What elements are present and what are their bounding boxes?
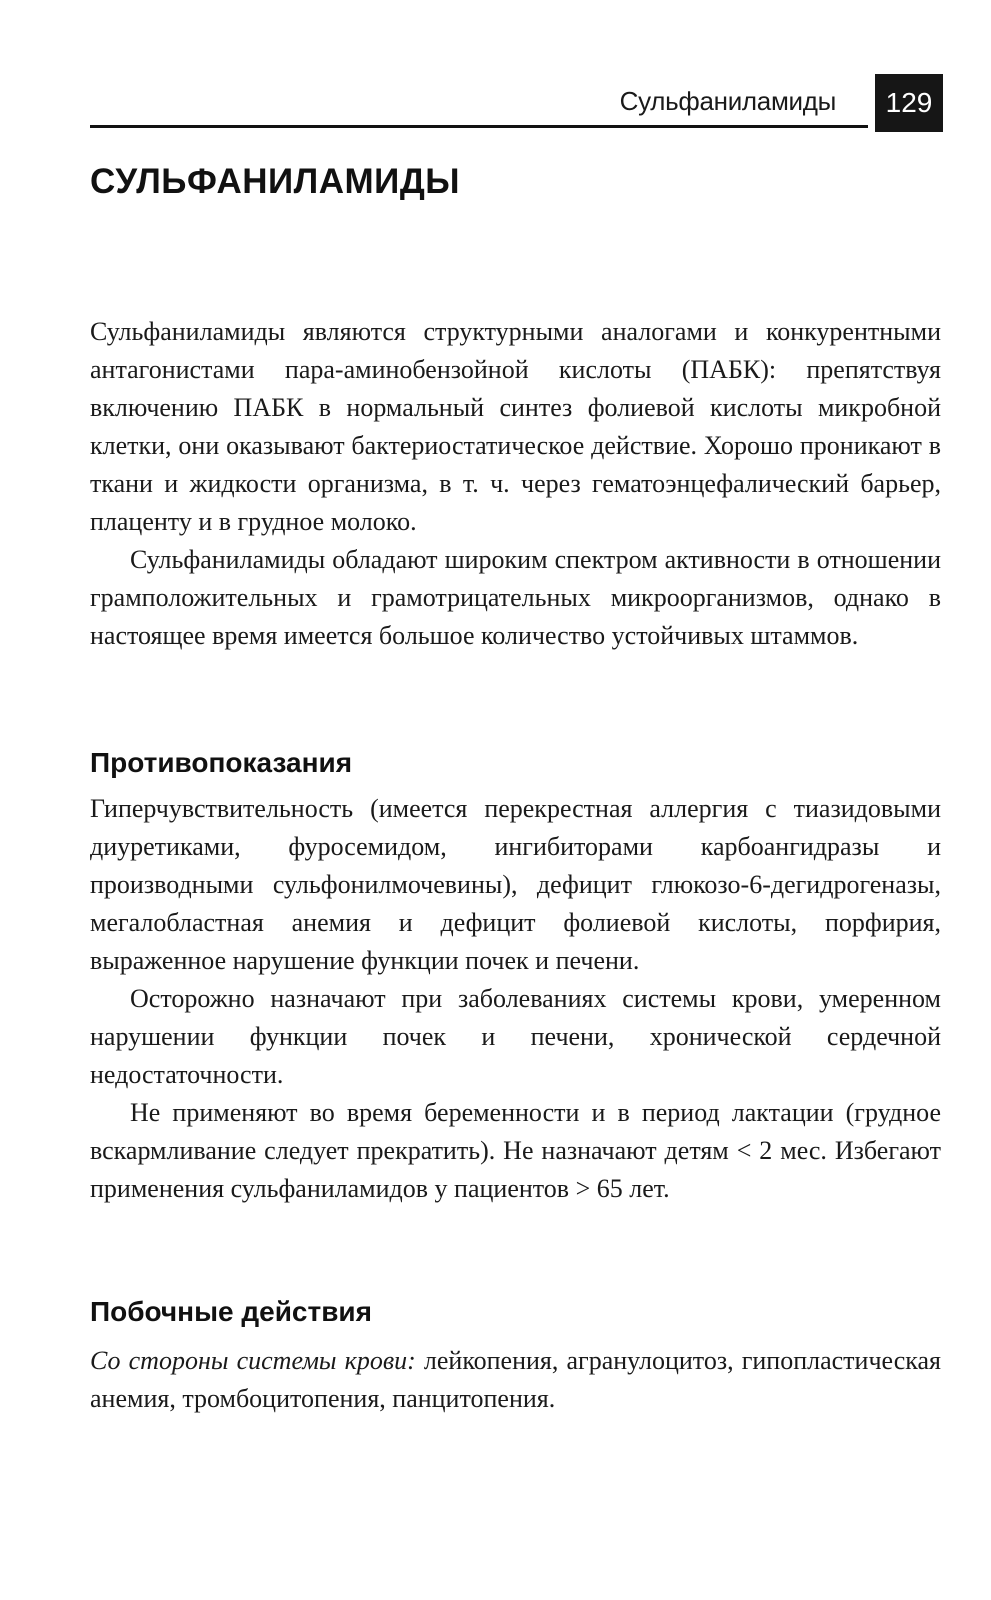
intro-paragraph-2: Сульфаниламиды обладают широким спектром активности в отношении грамположительных и грамотрицательных микроорганизмов, однако в настоящее время имеется большое количество устойчивых штаммов. bbox=[90, 545, 941, 650]
running-header bbox=[90, 74, 868, 128]
page-number: 129 bbox=[875, 74, 943, 132]
side-effects-paragraph bbox=[90, 1342, 941, 1418]
intro-section bbox=[90, 313, 941, 655]
contraindications-paragraph-3: Не применяют во время беременности и в период лактации (грудное вскармливание следует прекратить). Не назначают детям < 2 мес. Избегают применения сульфаниламидов у пациентов > 65 лет. bbox=[90, 1098, 941, 1203]
intro-paragraph-1: Сульфаниламиды являются структурными аналогами и конкурентными антагонистами пара-аминобензойной кислоты (ПАБК): препятствуя включению ПАБК в нормальный синтез фолиевой кислоты микробной клетки, они оказывают бактериостатическое действие. Хорошо проникают в ткани и жидкости организма, в т. ч. через гематоэнцефалический барьер, плаценту и в грудное молоко. bbox=[90, 317, 941, 536]
contraindications-body bbox=[90, 790, 941, 1208]
side-effects-section bbox=[90, 1296, 941, 1328]
side-effects-text: лейкопения, агранулоцитоз, гипопластическая анемия, тромбоцитопения, панцитопения. bbox=[90, 1346, 941, 1413]
contraindications-section bbox=[90, 747, 941, 779]
contraindications-paragraph-2: Осторожно назначают при заболеваниях системы крови, умеренном нарушении функции почек и печени, хронической сердечной недостаточности. bbox=[90, 984, 941, 1089]
side-effects-body bbox=[90, 1342, 941, 1418]
running-title: Сульфаниламиды bbox=[619, 86, 836, 116]
side-effects-lead: Со стороны системы крови: bbox=[90, 1346, 416, 1375]
contraindications-heading: Противопоказания bbox=[90, 747, 353, 778]
side-effects-heading: Побочные действия bbox=[90, 1296, 372, 1327]
chapter-title: СУЛЬФАНИЛАМИДЫ bbox=[90, 162, 461, 201]
contraindications-paragraph-1: Гиперчувствительность (имеется перекрестная аллергия с тиазидовыми диуретиками, фуросемидом, ингибиторами карбоангидразы и производными сульфонилмочевины), дефицит глюкозо-6-дегидрогеназы, мегалобластная анемия и дефицит фолиевой кислоты, порфирия, выраженное нарушение функции почек и печени. bbox=[90, 794, 941, 975]
